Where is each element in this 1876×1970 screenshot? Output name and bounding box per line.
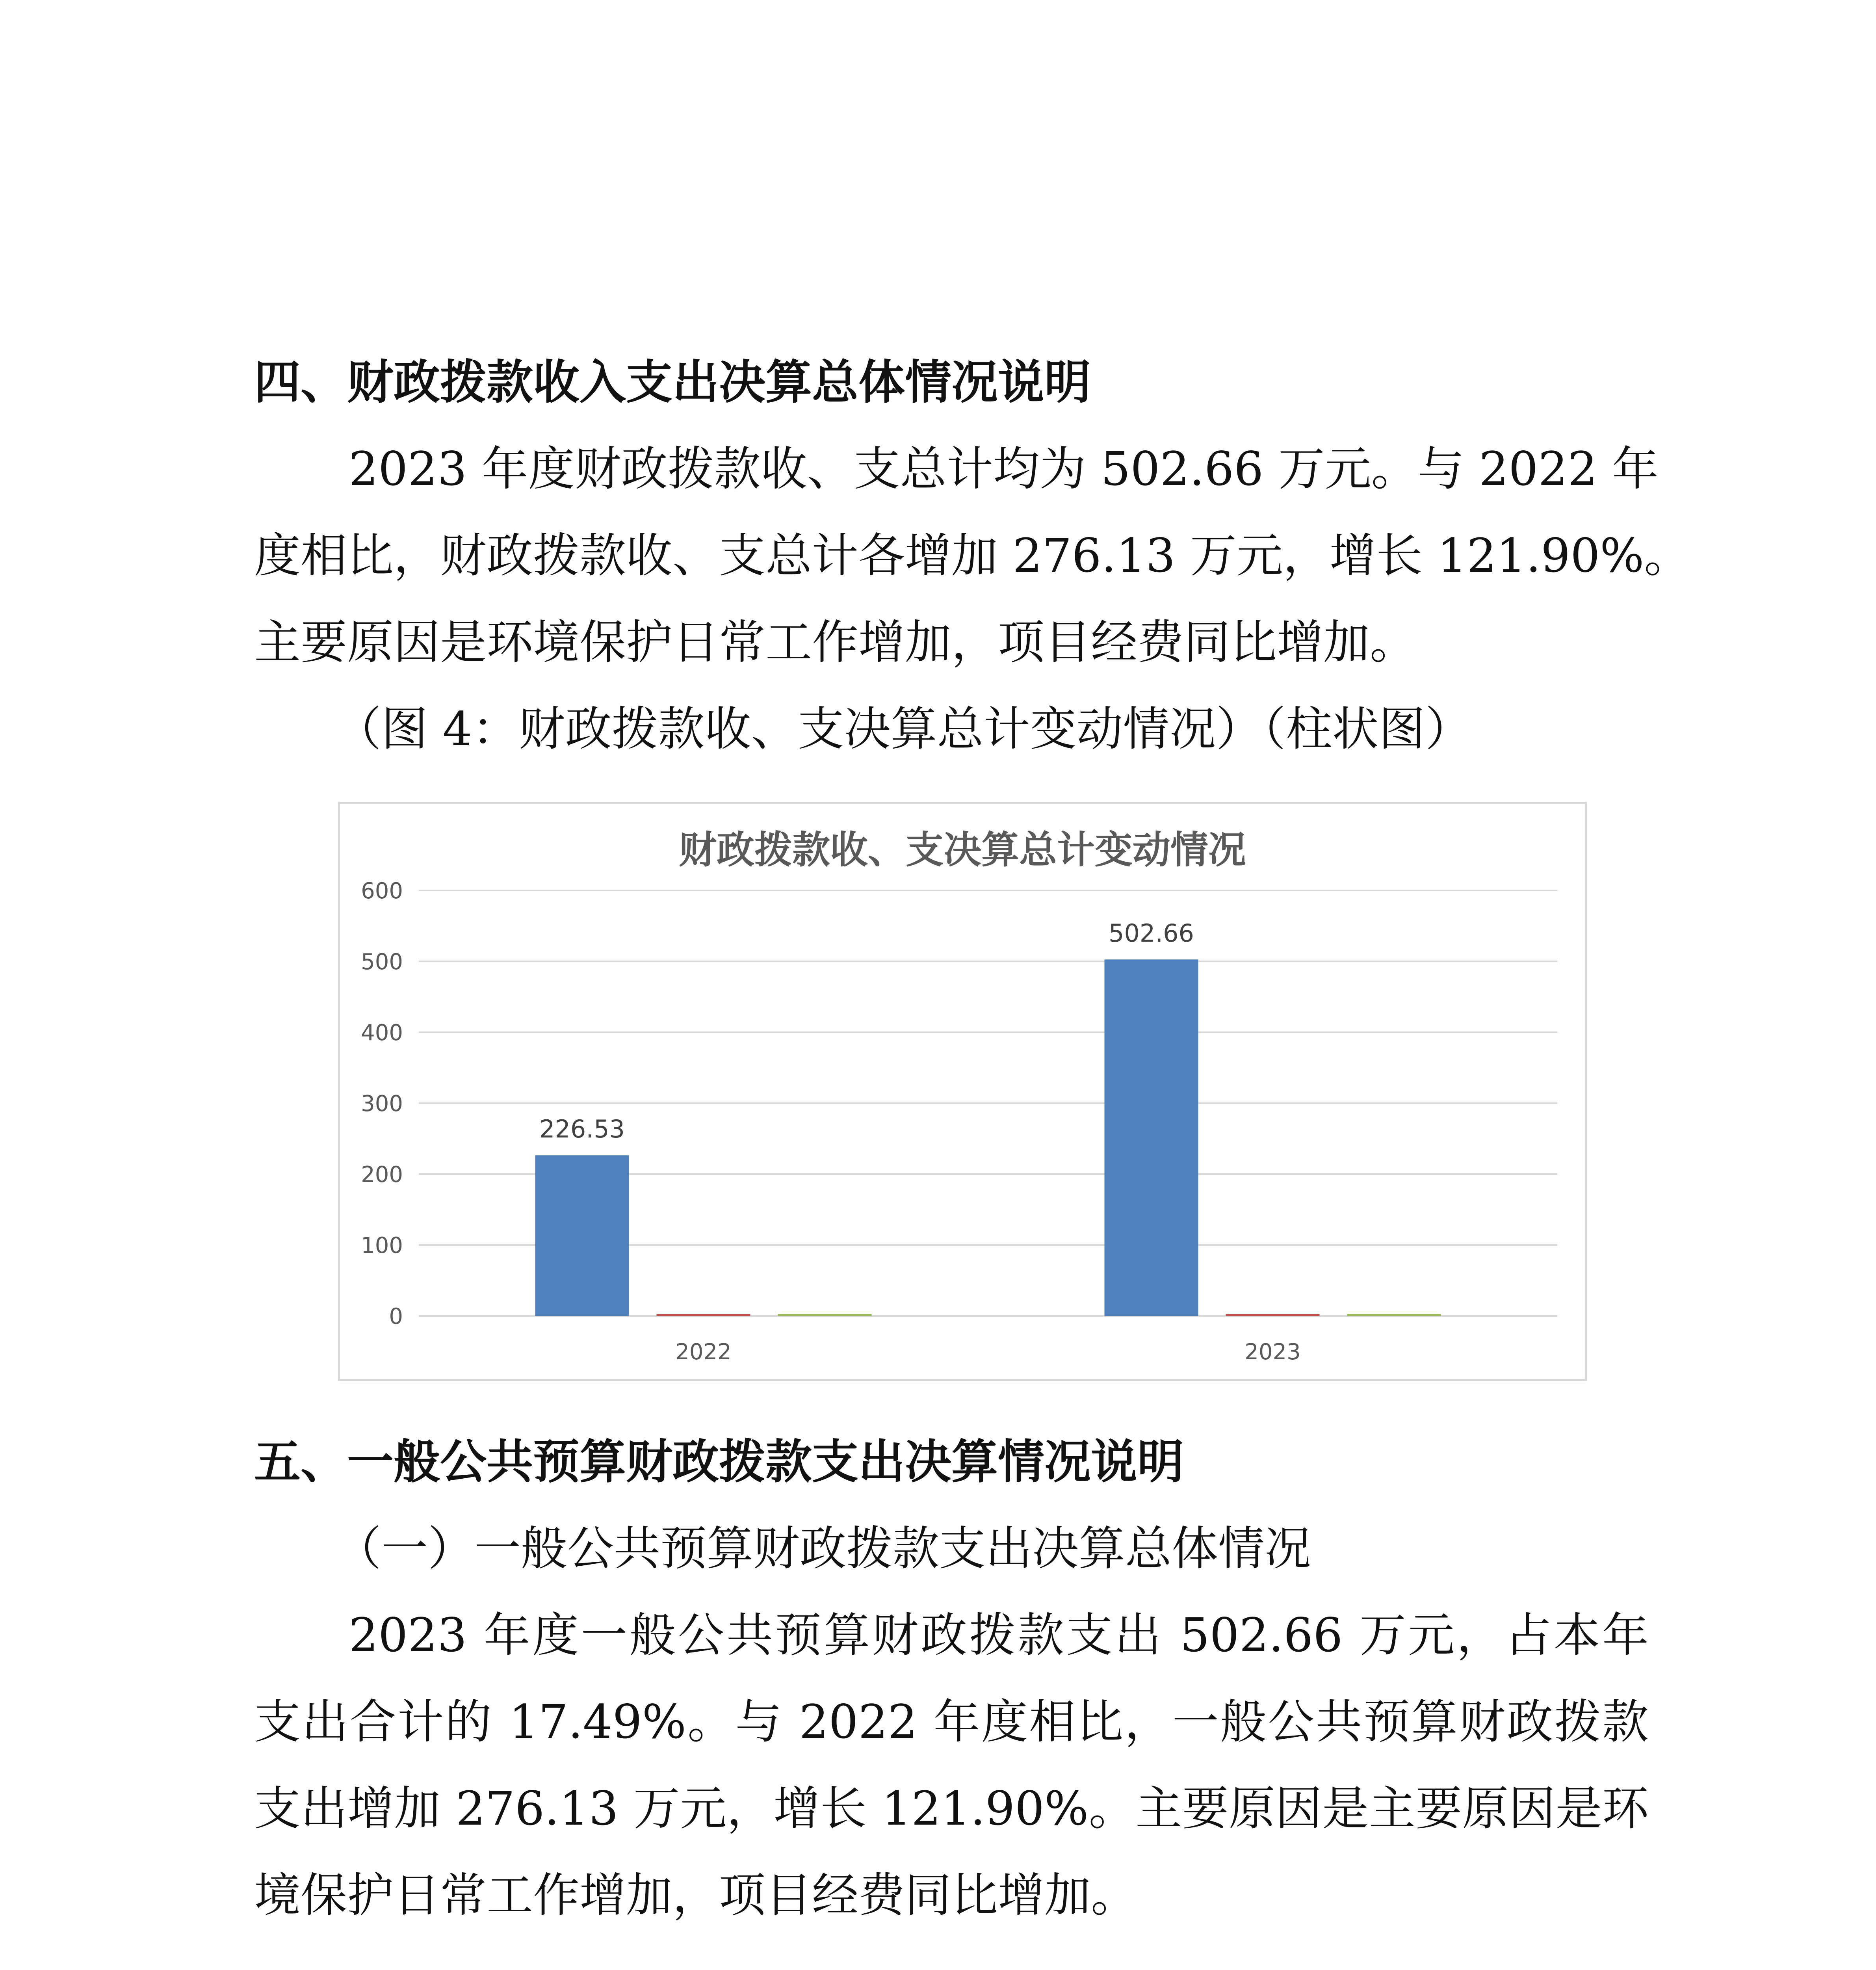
- section-5-heading: 五、一般公共预算财政拨款支出决算情况说明: [254, 1435, 1184, 1489]
- section-5-paragraph-line: 支出增加 276.13 万元，增长 121.90%。主要原因是主要原因是环: [254, 1781, 1649, 1836]
- section-5-paragraph-line: 境保护日常工作增加，项目经费同比增加。: [254, 1868, 1138, 1922]
- y-tick-label: 400: [361, 1020, 403, 1046]
- bar: [1347, 1314, 1441, 1316]
- section-5-subheading: （一）一般公共预算财政拨款支出决算总体情况: [335, 1521, 1311, 1576]
- section-4-paragraph-line: 2023 年度财政拨款收、支总计均为 502.66 万元。与 2022 年: [349, 442, 1659, 496]
- chart-canvas: [340, 804, 1585, 1379]
- chart-title: 财政拨款收、支决算总计变动情况: [679, 828, 1246, 872]
- bar: [1105, 959, 1198, 1316]
- figure-caption: （图 4：财政拨款收、支决算总计变动情况）（柱状图）: [335, 702, 1472, 756]
- y-tick-label: 300: [361, 1091, 403, 1117]
- x-tick-label: 2022: [675, 1339, 732, 1365]
- bar: [657, 1314, 750, 1316]
- section-4-paragraph-line: 度相比，财政拨款收、支总计各增加 276.13 万元，增长 121.90%。: [254, 528, 1691, 583]
- y-tick-label: 500: [361, 949, 403, 975]
- y-tick-label: 200: [361, 1162, 403, 1188]
- section-5-paragraph-line: 支出合计的 17.49%。与 2022 年度相比，一般公共预算财政拨款: [254, 1695, 1649, 1749]
- section-5-paragraph-line: 2023 年度一般公共预算财政拨款支出 502.66 万元，占本年: [349, 1608, 1649, 1662]
- y-tick-label: 0: [389, 1304, 403, 1329]
- data-label: 502.66: [1109, 919, 1194, 948]
- bar: [535, 1155, 629, 1316]
- y-tick-label: 600: [361, 878, 403, 904]
- data-label: 226.53: [539, 1115, 625, 1144]
- bar: [1226, 1314, 1320, 1316]
- bar: [778, 1314, 872, 1316]
- section-4-paragraph-line: 主要原因是环境保护日常工作增加，项目经费同比增加。: [254, 615, 1417, 669]
- bar-chart: [338, 802, 1587, 1381]
- x-tick-label: 2023: [1244, 1339, 1301, 1365]
- section-4-heading: 四、财政拨款收入支出决算总体情况说明: [254, 355, 1091, 409]
- y-tick-label: 100: [361, 1233, 403, 1258]
